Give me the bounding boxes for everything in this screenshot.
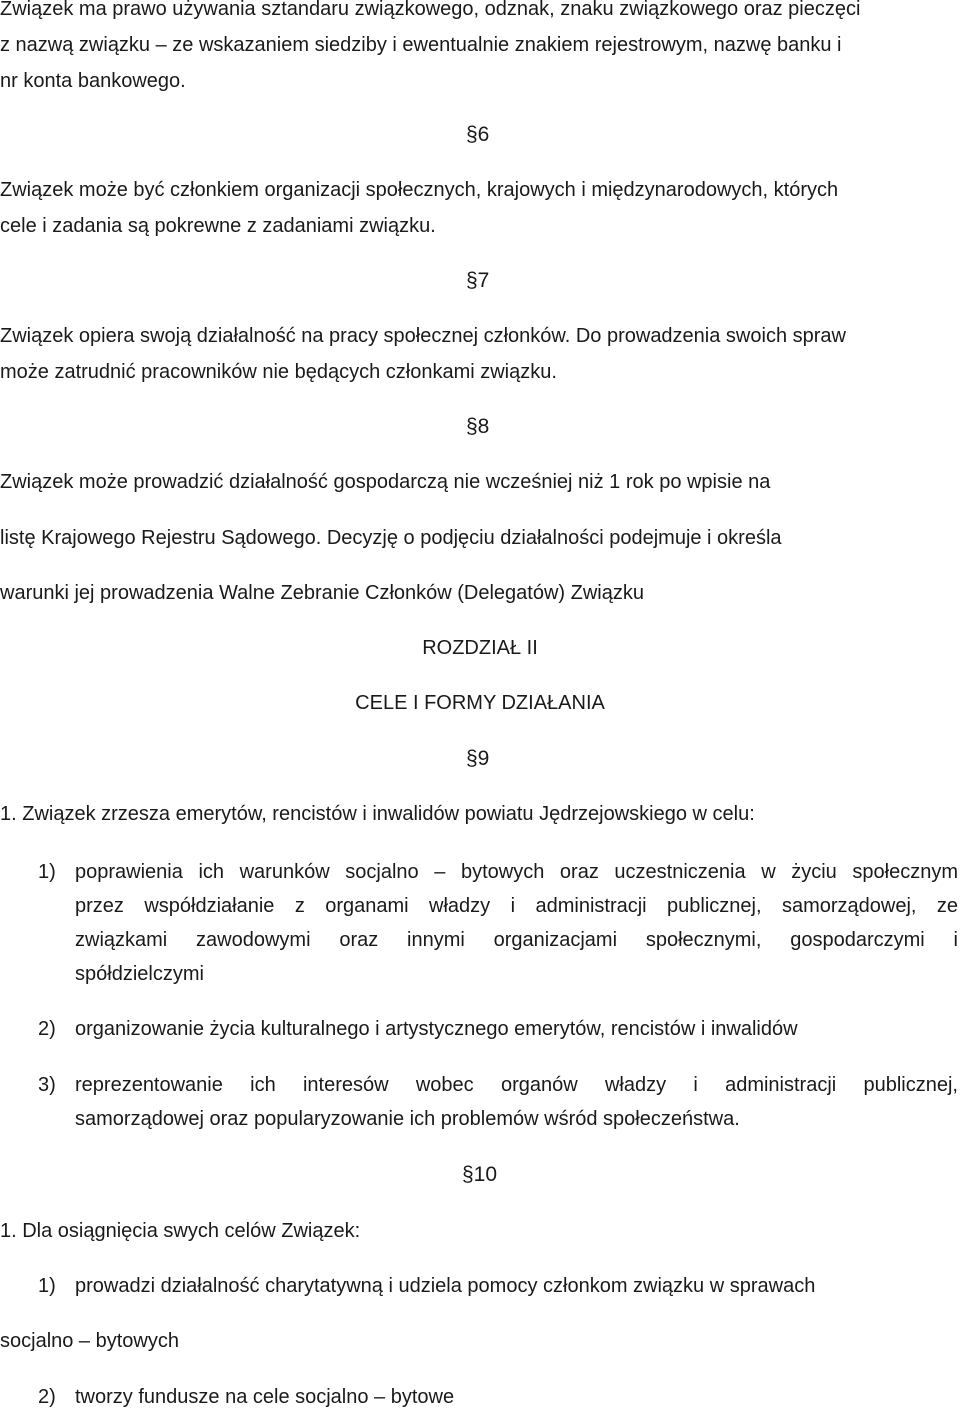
chapter-title: CELE I FORMY DZIAŁANIA: [355, 692, 605, 714]
item-number: 3): [38, 1074, 56, 1096]
section-9-intro: 1. Związek zrzesza emerytów, rencistów i inwalidów powiatu Jędrzejowskiego w celu:: [0, 803, 755, 825]
section-8-line-3: warunki jej prowadzenia Walne Zebranie Członków (Delegatów) Związku: [0, 582, 644, 604]
intro-line-3: nr konta bankowego.: [0, 70, 186, 92]
section-10-item-1-line-2: socjalno – bytowych: [0, 1330, 179, 1352]
section-8-heading: §8: [466, 415, 490, 438]
section-10-item-1-number: 1): [38, 1275, 56, 1297]
item-line: samorządowej oraz popularyzowanie ich problemów wśród społeczeństwa.: [75, 1108, 740, 1130]
section-10-item-2-line-1: tworzy fundusze na cele socjalno – bytowe: [75, 1386, 455, 1408]
item-line: organizowanie życia kulturalnego i artystycznego emerytów, rencistów i inwalidów: [75, 1018, 798, 1040]
section-10-item-1-line-1: prowadzi działalność charytatywną i udziela pomocy członkom związku w sprawach: [75, 1275, 816, 1297]
section-6-heading: §6: [466, 123, 490, 146]
item-line: związkami zawodowymi oraz innymi organizacjami społecznymi, gospodarczymi i: [75, 929, 958, 951]
item-line: reprezentowanie ich interesów wobec organów władzy i administracji publicznej,: [75, 1074, 958, 1096]
section-6-line-2: cele i zadania są pokrewne z zadaniami związku.: [0, 215, 436, 237]
intro-line-1: Związek ma prawo używania sztandaru związkowego, odznak, znaku związkowego oraz pieczęci: [0, 0, 861, 20]
chapter-number: ROZDZIAŁ II: [422, 637, 538, 659]
section-10-item-2-number: 2): [38, 1386, 56, 1408]
section-8-line-2: listę Krajowego Rejestru Sądowego. Decyzję o podjęciu działalności podejmuje i określa: [0, 527, 782, 549]
item-number: 1): [38, 861, 56, 883]
item-number: 2): [38, 1018, 56, 1040]
item-line: spółdzielczymi: [75, 963, 204, 985]
section-10-intro: 1. Dla osiągnięcia swych celów Związek:: [0, 1220, 361, 1242]
section-7-line-2: może zatrudnić pracowników nie będących członkami związku.: [0, 361, 557, 383]
section-9-heading: §9: [466, 747, 490, 770]
item-line: przez współdziałanie z organami władzy i administracji publicznej, samorządowej, ze: [75, 895, 958, 917]
section-7-line-1: Związek opiera swoją działalność na pracy społecznej członków. Do prowadzenia swoich spraw: [0, 325, 846, 347]
section-10-heading: §10: [462, 1163, 498, 1186]
intro-line-2: z nazwą związku – ze wskazaniem siedziby i ewentualnie znakiem rejestrowym, nazwę banku i: [0, 34, 842, 56]
section-8-line-1: Związek może prowadzić działalność gospodarczą nie wcześniej niż 1 rok po wpisie na: [0, 471, 771, 493]
section-6-line-1: Związek może być członkiem organizacji społecznych, krajowych i międzynarodowych, których: [0, 179, 839, 201]
item-line: poprawienia ich warunków socjalno – bytowych oraz uczestniczenia w życiu społecznym: [75, 861, 958, 883]
section-7-heading: §7: [466, 269, 490, 292]
